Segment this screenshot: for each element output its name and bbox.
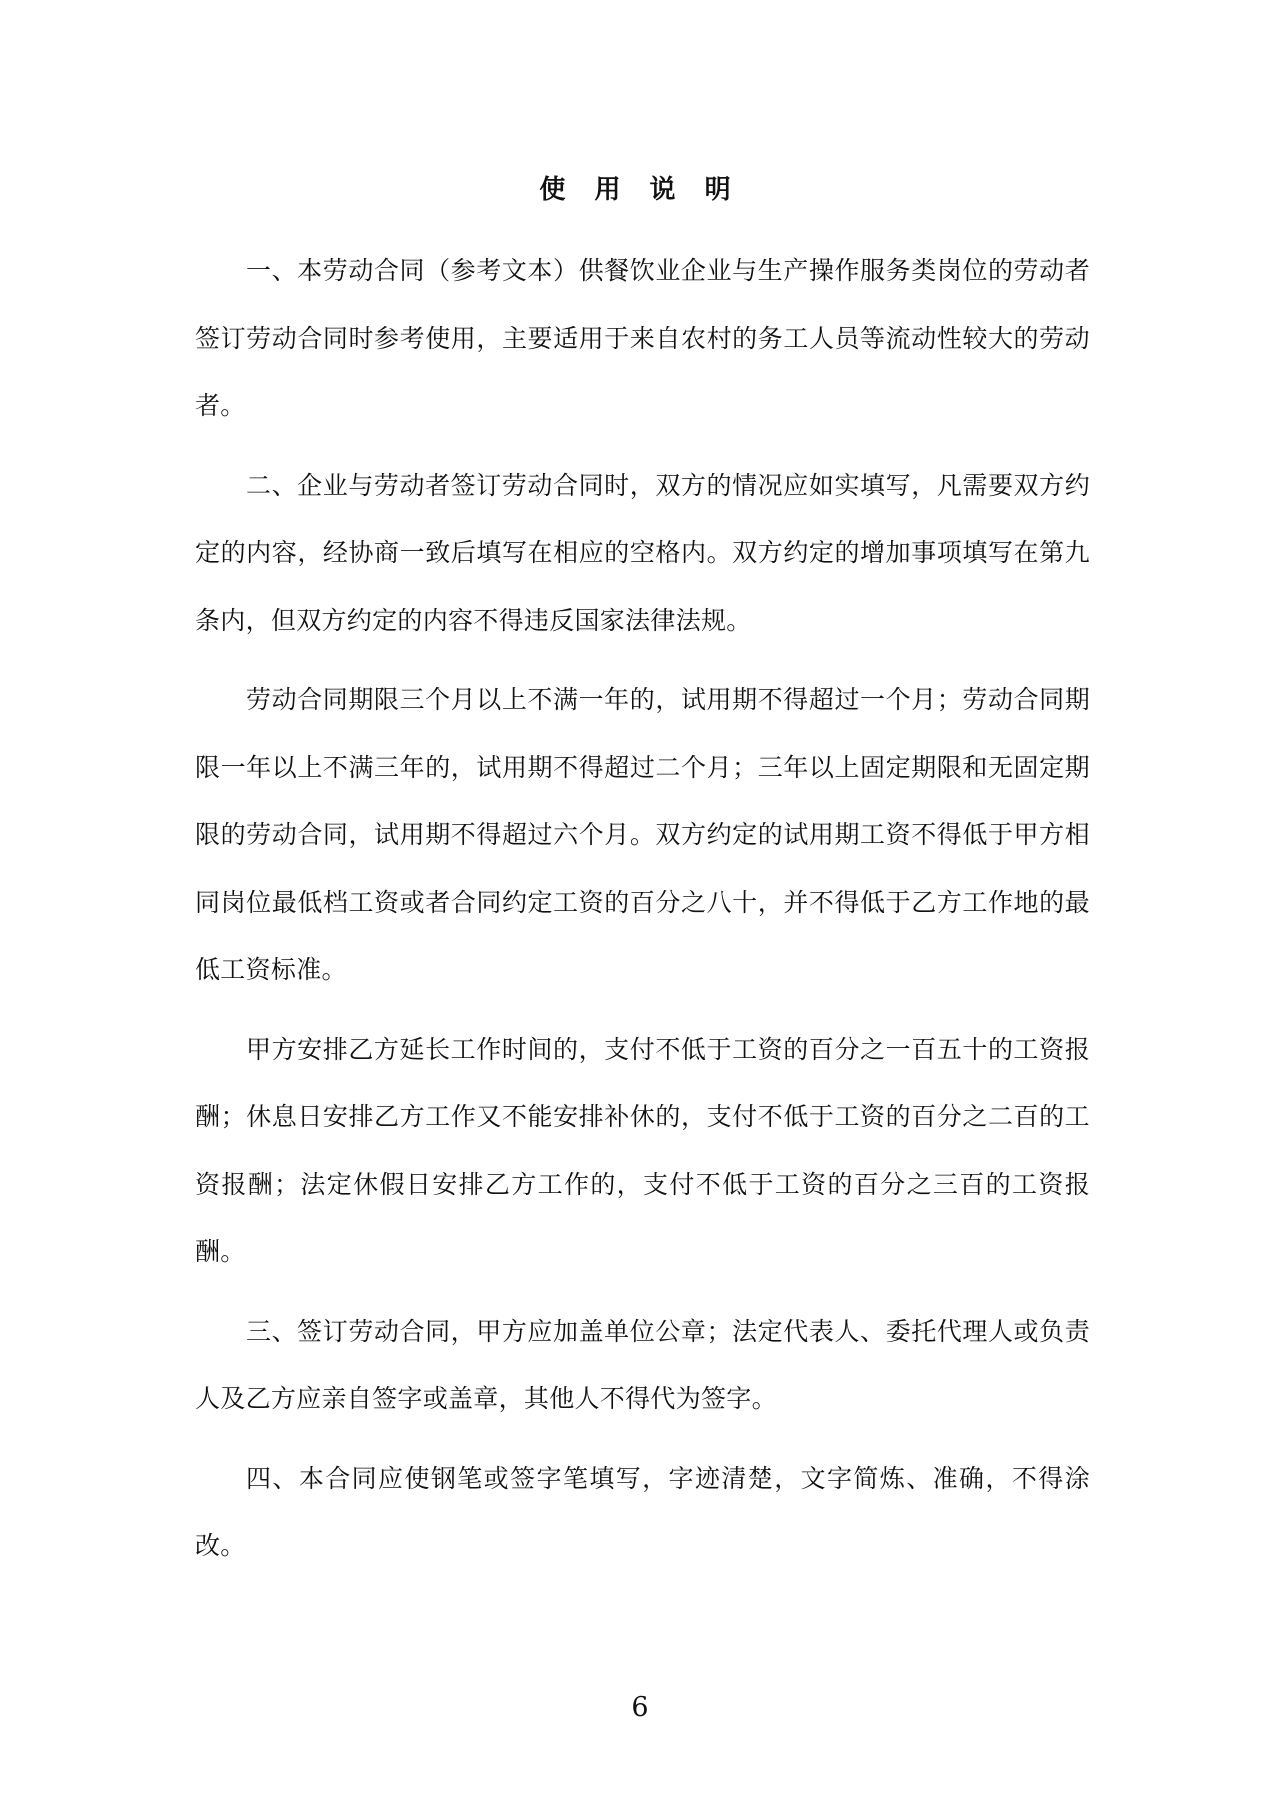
paragraph-5: 三、签订劳动合同，甲方应加盖单位公章；法定代表人、委托代理人或负责人及乙方应亲自签字或盖章，其他人不得代为签字。: [195, 1316, 1090, 1413]
page-title: 使 用 说 明: [539, 175, 741, 205]
page-number: 6: [631, 1692, 649, 1723]
paragraph-1: 一、本劳动合同（参考文本）供餐饮业企业与生产操作服务类岗位的劳动者签订劳动合同时参考使用，主要适用于来自农村的务工人员等流动性较大的劳动者。: [195, 256, 1090, 420]
instructions-body: [195, 237, 1090, 1592]
paragraph-2: 二、企业与劳动者签订劳动合同时，双方的情况应如实填写，凡需要双方约定的内容，经协商一致后填写在相应的空格内。双方约定的增加事项填写在第九条内，但双方约定的内容不得违反国家法律法规。: [195, 470, 1090, 635]
paragraph-4: 甲方安排乙方延长工作时间的，支付不低于工资的百分之一百五十的工资报酬；休息日安排乙方工作又不能安排补休的，支付不低于工资的百分之二百的工资报酬；法定休假日安排乙方工作的，支付不低于工资的百分之三百的工资报酬。: [195, 1034, 1090, 1266]
paragraph-6: 四、本合同应使钢笔或签字笔填写，字迹清楚，文字简炼、准确，不得涂改。: [195, 1463, 1090, 1560]
paragraph-3: 劳动合同期限三个月以上不满一年的，试用期不得超过一个月；劳动合同期限一年以上不满三年的，试用期不得超过二个月；三年以上固定期限和无固定期限的劳动合同，试用期不得超过六个月。双方约定的试用期工资不得低于甲方相同岗位最低档工资或者合同约定工资的百分之八十，并不得低于乙方工作地的最低工资标准。: [195, 685, 1090, 984]
